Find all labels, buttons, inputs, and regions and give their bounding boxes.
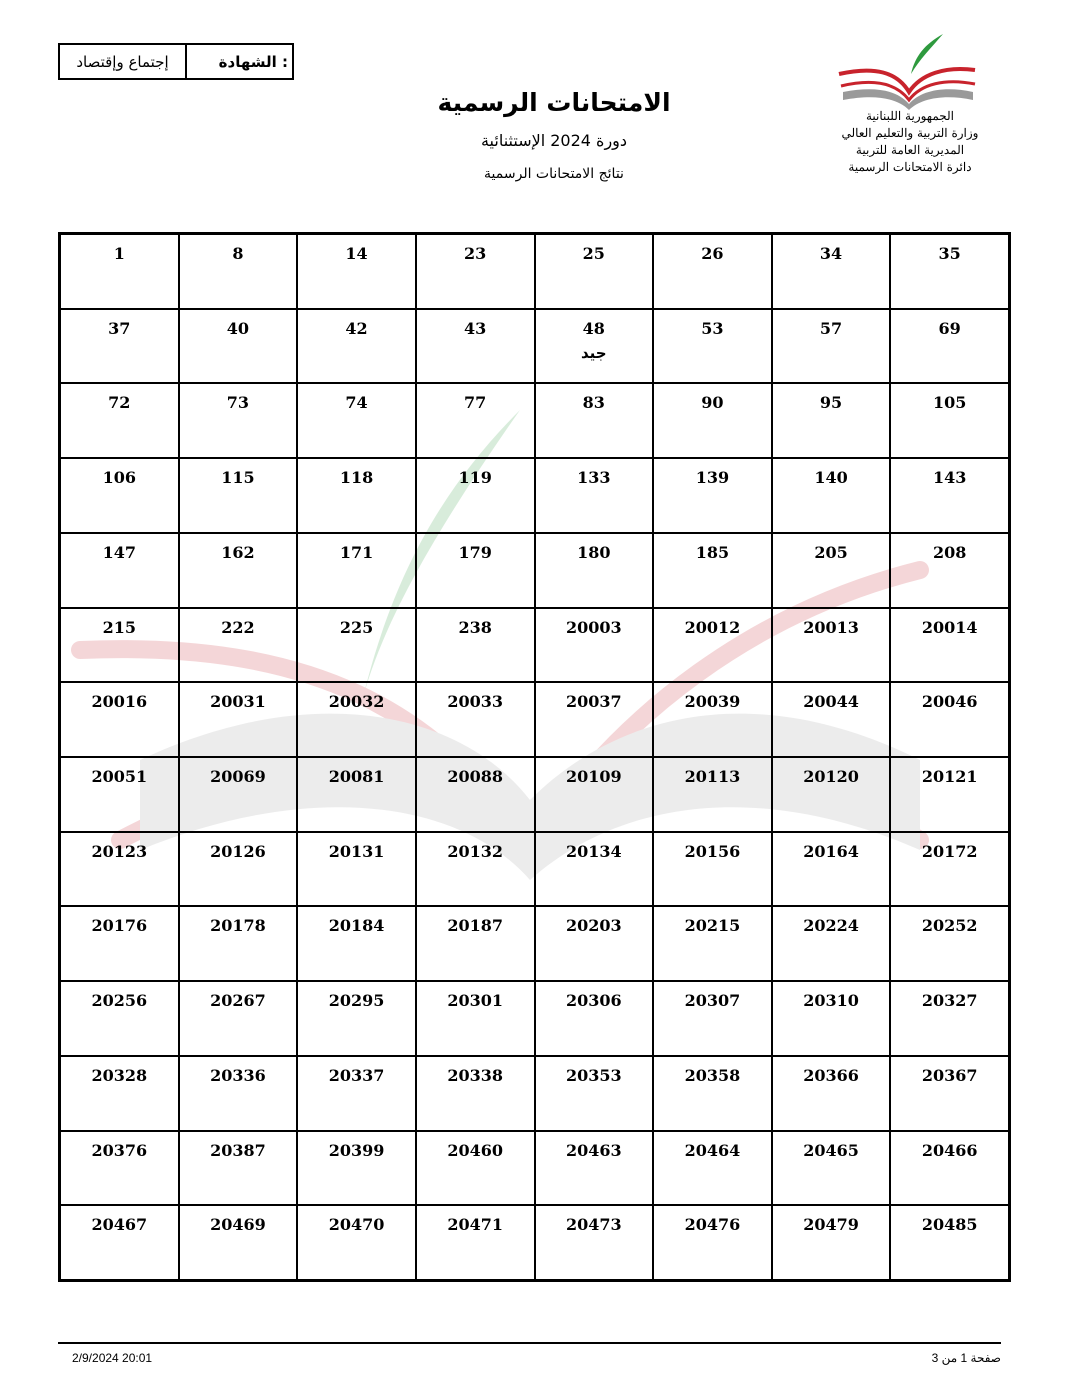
result-cell <box>297 608 416 683</box>
result-cell <box>890 234 1009 309</box>
result-cell <box>416 533 535 608</box>
candidate-number: 20172 <box>921 841 978 861</box>
result-cell <box>772 309 891 384</box>
candidate-number: 20367 <box>921 1065 978 1085</box>
result-cell <box>60 832 179 907</box>
result-cell <box>416 1056 535 1131</box>
result-cell <box>179 1056 298 1131</box>
result-cell <box>416 234 535 309</box>
candidate-number: 57 <box>819 318 843 338</box>
result-cell <box>60 757 179 832</box>
result-cell <box>653 906 772 981</box>
candidate-number: 179 <box>458 542 492 562</box>
result-cell <box>535 608 654 683</box>
result-cell <box>179 832 298 907</box>
ministry-block <box>820 108 1000 176</box>
candidate-number: 20295 <box>328 991 385 1011</box>
ministry-line: الجمهورية اللبنانية <box>865 109 955 123</box>
candidate-number: 20121 <box>921 767 978 786</box>
candidate-number: 20037 <box>565 692 622 712</box>
results-grid <box>58 232 1011 1282</box>
result-cell <box>416 383 535 458</box>
result-cell <box>60 1056 179 1131</box>
result-cell <box>179 533 298 608</box>
candidate-number: 20463 <box>565 1140 622 1160</box>
candidate-number: 20256 <box>91 991 148 1011</box>
candidate-number: 20215 <box>684 916 741 936</box>
candidate-number: 20464 <box>684 1140 741 1160</box>
candidate-number: 171 <box>339 542 374 562</box>
candidate-number: 20131 <box>328 841 385 861</box>
candidate-number: 205 <box>814 542 848 562</box>
result-cell <box>653 757 772 832</box>
result-cell <box>653 1205 772 1280</box>
result-cell <box>297 309 416 384</box>
candidate-number: 140 <box>814 468 848 488</box>
result-cell <box>179 682 298 757</box>
result-cell <box>890 981 1009 1056</box>
result-cell <box>179 309 298 384</box>
candidate-number: 20328 <box>91 1065 148 1085</box>
result-cell <box>772 458 891 533</box>
candidate-number: 185 <box>695 542 730 562</box>
candidate-number: 208 <box>932 542 967 562</box>
result-cell <box>297 234 416 309</box>
candidate-number: 215 <box>102 617 137 637</box>
candidate-number: 14 <box>345 244 368 263</box>
result-cell <box>416 682 535 757</box>
candidate-number: 20252 <box>921 916 978 936</box>
candidate-number: 20307 <box>684 991 741 1011</box>
candidate-number: 25 <box>582 244 605 263</box>
candidate-number: 20012 <box>684 617 741 637</box>
ministry-line: المديرية العامة للتربية <box>855 143 965 157</box>
candidate-number: 106 <box>102 468 137 488</box>
result-cell <box>653 832 772 907</box>
candidate-number: 20120 <box>803 767 859 786</box>
result-cell <box>60 682 179 757</box>
result-cell <box>890 1131 1009 1206</box>
result-cell <box>60 906 179 981</box>
result-cell <box>653 533 772 608</box>
candidate-number: 20051 <box>91 767 148 786</box>
ministry-line: وزارة التربية والتعليم العالي <box>841 126 979 140</box>
result-cell <box>772 906 891 981</box>
candidate-number: 20164 <box>803 841 859 861</box>
result-cell <box>890 608 1009 683</box>
result-cell <box>535 458 654 533</box>
result-cell <box>890 832 1009 907</box>
candidate-number: 20178 <box>210 916 266 936</box>
result-cell <box>535 1131 654 1206</box>
result-cell <box>297 832 416 907</box>
candidate-number: 20014 <box>921 617 978 637</box>
result-cell <box>297 1056 416 1131</box>
result-cell <box>60 234 179 309</box>
result-cell <box>60 1131 179 1206</box>
candidate-number: 20184 <box>328 916 385 936</box>
result-cell <box>890 533 1009 608</box>
candidate-number: 20044 <box>803 692 859 712</box>
result-cell <box>772 1205 891 1280</box>
result-cell <box>772 682 891 757</box>
candidate-number: 20032 <box>328 692 385 712</box>
candidate-number: 20306 <box>565 991 622 1011</box>
result-cell <box>416 757 535 832</box>
result-cell <box>772 608 891 683</box>
result-cell <box>297 757 416 832</box>
candidate-number: 40 <box>226 318 250 338</box>
candidate-number: 20399 <box>328 1140 385 1160</box>
result-cell <box>772 1131 891 1206</box>
result-cell <box>653 383 772 458</box>
result-cell <box>535 533 654 608</box>
candidate-number: 23 <box>464 244 487 263</box>
candidate-number: 238 <box>458 617 492 637</box>
candidate-number: 90 <box>701 393 724 413</box>
result-cell <box>535 906 654 981</box>
page-subtitle: نتائج الامتحانات الرسمية <box>484 166 624 182</box>
candidate-number: 20470 <box>328 1215 385 1235</box>
candidate-number: 20031 <box>210 692 266 712</box>
result-cell <box>416 309 535 384</box>
candidate-number: 20134 <box>565 841 622 861</box>
result-cell <box>179 981 298 1056</box>
candidate-number: 118 <box>339 468 374 488</box>
result-cell <box>535 832 654 907</box>
result-cell <box>535 1205 654 1280</box>
candidate-number: 20353 <box>565 1065 622 1085</box>
result-cell <box>890 1205 1009 1280</box>
footer-datetime: 2/9/2024 20:01 <box>72 1351 153 1365</box>
result-cell <box>179 906 298 981</box>
result-cell <box>179 1205 298 1280</box>
candidate-number: 162 <box>221 542 255 562</box>
candidate-number: 20460 <box>447 1140 504 1160</box>
result-cell <box>772 757 891 832</box>
candidate-number: 20069 <box>210 767 266 786</box>
candidate-number: 20113 <box>684 767 741 786</box>
candidate-number: 73 <box>226 393 250 413</box>
result-cell <box>535 309 654 384</box>
candidate-number: 20203 <box>565 916 622 936</box>
candidate-number: 72 <box>108 393 131 413</box>
result-cell <box>60 981 179 1056</box>
candidate-number: 26 <box>701 244 724 263</box>
candidate-number: 20338 <box>447 1065 504 1085</box>
result-cell <box>60 533 179 608</box>
result-cell <box>416 906 535 981</box>
candidate-number: 20358 <box>684 1065 741 1085</box>
candidate-number: 20081 <box>328 767 385 786</box>
candidate-number: 20476 <box>684 1215 741 1235</box>
candidate-number: 20376 <box>91 1140 148 1160</box>
candidate-number: 35 <box>938 244 961 263</box>
result-cell <box>653 234 772 309</box>
result-cell <box>772 234 891 309</box>
candidate-number: 20132 <box>447 841 504 861</box>
candidate-number: 20003 <box>565 617 622 637</box>
result-cell <box>297 458 416 533</box>
candidate-number: 20467 <box>91 1215 148 1235</box>
candidate-number: 133 <box>577 468 611 488</box>
candidate-number: 69 <box>938 318 961 338</box>
candidate-number: 225 <box>339 617 374 637</box>
certificate-label: الشهادة : <box>218 52 288 71</box>
candidate-number: 20013 <box>803 617 859 637</box>
result-cell <box>179 458 298 533</box>
result-cell <box>653 1056 772 1131</box>
candidate-number: 20126 <box>210 841 266 861</box>
result-cell <box>772 832 891 907</box>
candidate-number: 20479 <box>803 1215 859 1235</box>
result-cell <box>179 757 298 832</box>
candidate-number: 20301 <box>447 991 504 1011</box>
candidate-number: 43 <box>464 318 487 338</box>
candidate-number: 119 <box>458 468 492 488</box>
result-cell <box>60 458 179 533</box>
candidate-number: 20466 <box>921 1140 978 1160</box>
result-cell <box>653 608 772 683</box>
candidate-number: 20366 <box>803 1065 859 1085</box>
candidate-number: 74 <box>345 393 368 413</box>
candidate-number: 222 <box>221 617 255 637</box>
candidate-number: 20337 <box>328 1065 385 1085</box>
candidate-number: 20033 <box>447 692 504 712</box>
candidate-number: 20224 <box>803 916 859 936</box>
candidate-number: 8 <box>232 244 244 263</box>
ministry-logo-icon <box>835 30 980 110</box>
result-cell <box>179 608 298 683</box>
result-cell <box>890 383 1009 458</box>
result-cell <box>297 906 416 981</box>
candidate-number: 20469 <box>210 1215 266 1235</box>
candidate-number: 37 <box>108 318 131 338</box>
candidate-number: 20123 <box>91 841 148 861</box>
page-title: الامتحانات الرسمية <box>437 88 671 117</box>
candidate-number: 20465 <box>803 1140 859 1160</box>
result-cell <box>416 1205 535 1280</box>
candidate-number: 1 <box>113 244 125 263</box>
result-cell <box>297 1131 416 1206</box>
result-cell <box>890 458 1009 533</box>
candidate-number: 147 <box>102 542 137 562</box>
result-cell <box>535 757 654 832</box>
result-cell <box>416 981 535 1056</box>
result-cell <box>890 682 1009 757</box>
result-cell <box>179 1131 298 1206</box>
certificate-value: إجتماع وإقتصاد <box>60 45 187 78</box>
result-cell <box>60 383 179 458</box>
result-cell <box>535 383 654 458</box>
result-cell <box>416 608 535 683</box>
candidate-number: 20109 <box>565 767 622 786</box>
result-cell <box>890 1056 1009 1131</box>
candidate-number: 20176 <box>91 916 148 936</box>
candidate-number: 83 <box>582 393 605 413</box>
candidate-number: 95 <box>819 393 843 413</box>
result-cell <box>60 309 179 384</box>
result-cell <box>60 1205 179 1280</box>
candidate-number: 77 <box>464 393 487 413</box>
ministry-line: دائرة الامتحانات الرسمية <box>848 160 972 174</box>
certificate-box <box>58 43 294 80</box>
candidate-number: 20327 <box>921 991 978 1011</box>
result-cell <box>179 234 298 309</box>
candidate-number: 20473 <box>565 1215 622 1235</box>
result-cell <box>653 682 772 757</box>
result-cell <box>890 757 1009 832</box>
candidate-number: 20471 <box>447 1215 504 1235</box>
result-cell <box>653 1131 772 1206</box>
candidate-number: 143 <box>932 468 967 488</box>
result-cell <box>416 458 535 533</box>
result-cell <box>297 682 416 757</box>
candidate-number: 48 <box>582 318 605 338</box>
grade-note: جيد <box>581 343 607 362</box>
result-cell <box>772 383 891 458</box>
candidate-number: 139 <box>695 468 730 488</box>
footer-divider <box>58 1342 1001 1344</box>
result-cell <box>297 533 416 608</box>
result-cell <box>60 608 179 683</box>
result-cell <box>535 234 654 309</box>
candidate-number: 20267 <box>210 991 266 1011</box>
result-cell <box>653 458 772 533</box>
candidate-number: 20336 <box>210 1065 266 1085</box>
result-cell <box>535 682 654 757</box>
candidate-number: 180 <box>577 542 611 562</box>
footer-page-number: صفحة 1 من 3 <box>931 1351 1001 1365</box>
result-cell <box>297 383 416 458</box>
candidate-number: 53 <box>701 318 724 338</box>
result-cell <box>772 1056 891 1131</box>
result-cell <box>890 906 1009 981</box>
result-cell <box>416 832 535 907</box>
result-cell <box>653 981 772 1056</box>
candidate-number: 34 <box>819 244 843 263</box>
candidate-number: 20187 <box>447 916 504 936</box>
result-cell <box>772 533 891 608</box>
session-label: دورة 2024 الإستثنائية <box>480 131 628 150</box>
result-cell <box>653 309 772 384</box>
candidate-number: 115 <box>221 468 255 488</box>
candidate-number: 20016 <box>91 692 148 712</box>
candidate-number: 42 <box>345 318 368 338</box>
candidate-number: 20485 <box>921 1215 978 1235</box>
result-cell <box>772 981 891 1056</box>
candidate-number: 20310 <box>803 991 859 1011</box>
result-cell <box>535 981 654 1056</box>
candidate-number: 20046 <box>921 692 978 712</box>
candidate-number: 20039 <box>684 692 741 712</box>
result-cell <box>535 1056 654 1131</box>
result-cell <box>416 1131 535 1206</box>
result-cell <box>297 981 416 1056</box>
candidate-number: 105 <box>932 393 967 413</box>
candidate-number: 20088 <box>447 767 504 786</box>
result-cell <box>179 383 298 458</box>
candidate-number: 20387 <box>210 1140 266 1160</box>
candidate-number: 20156 <box>684 841 741 861</box>
result-cell <box>890 309 1009 384</box>
result-cell <box>297 1205 416 1280</box>
